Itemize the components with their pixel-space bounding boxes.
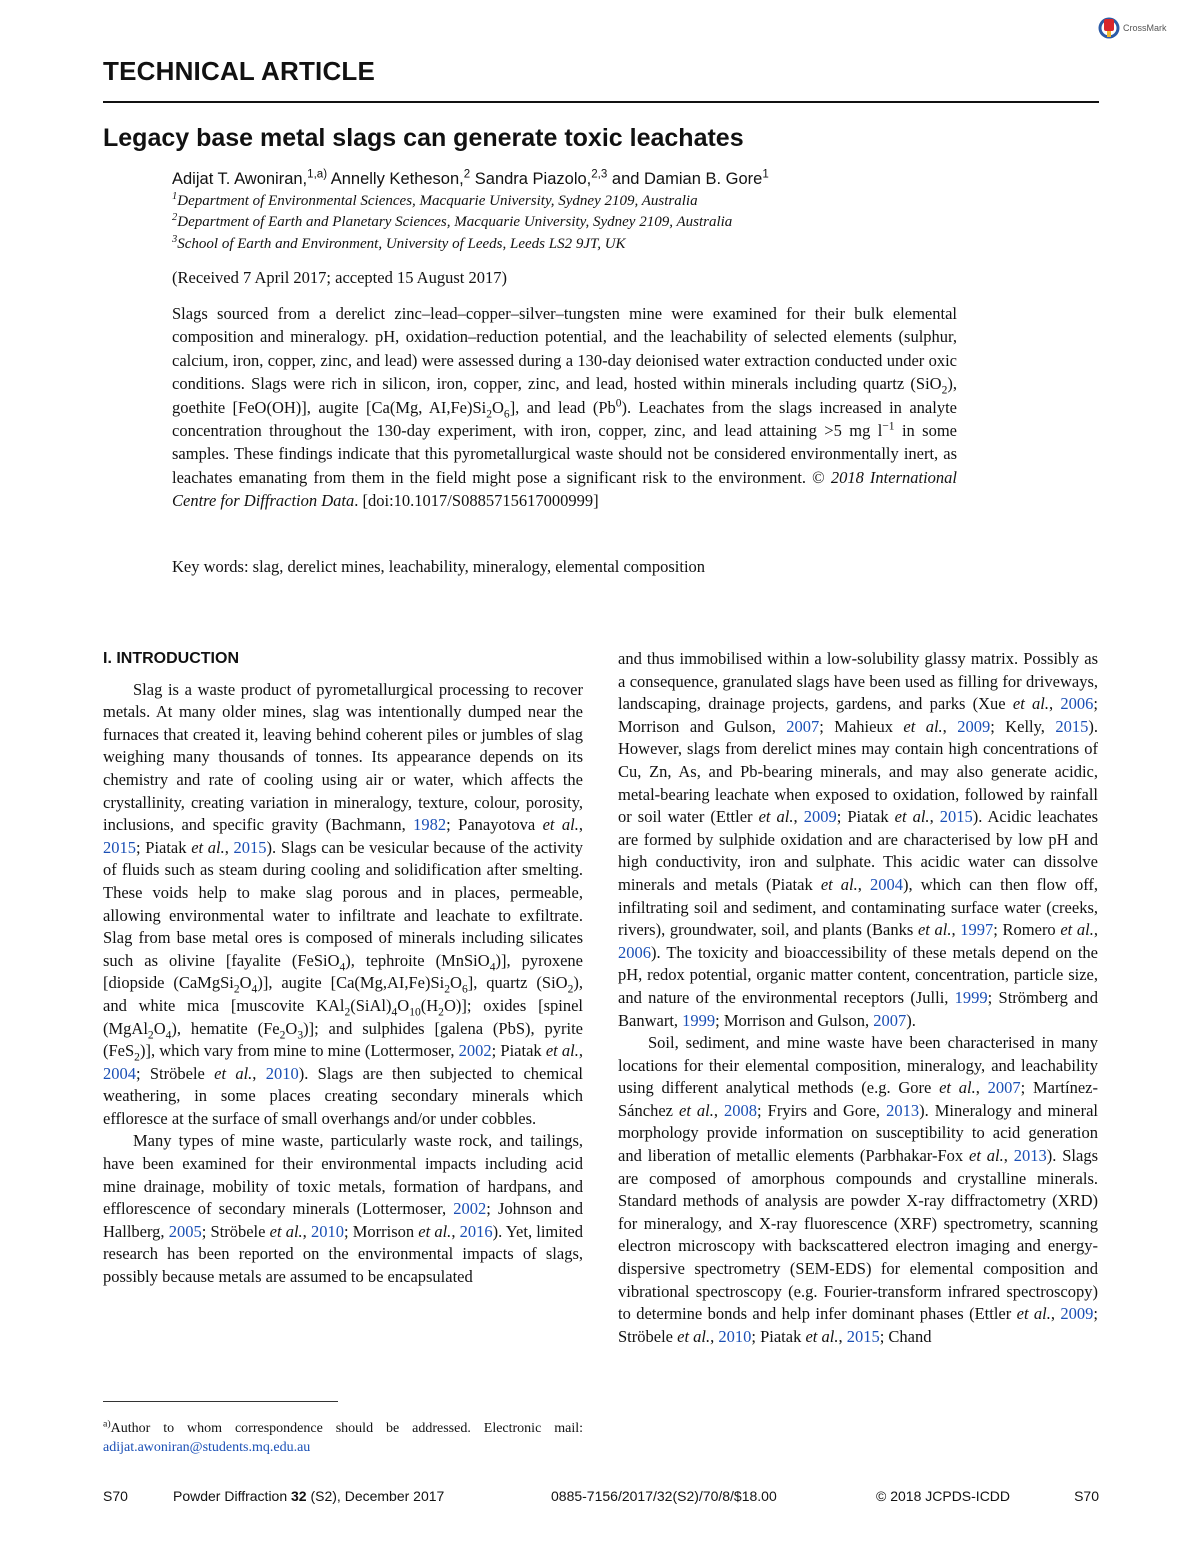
column-right — [618, 648, 1098, 1348]
affiliation-num: 1 — [172, 191, 178, 202]
affiliation-text: School of Earth and Environment, University of Leeds, Leeds LS2 9JT, UK — [177, 236, 626, 252]
abstract: Slags sourced from a derelict zinc–lead–copper–silver–tungsten mine were examined for their bulk elemental composition and mineralogy. pH, oxidation–reduction potential, and the leachability of selected elements (sulphur, calcium, iron, copper, zinc, and lead) were assessed during a 130-day deionised water extraction conducted under oxic conditions. Slags were rich in silicon, iron, copper, zinc, and lead, hosted within minerals including quartz (SiO$_2$), goethite [FeO(OH)], augite [Ca(Mg, $AI,Fe)Si_2O_6$], and lead (Pb$^0$). Leachates from the slags increased in analyte concentration throughout the 130-day experiment, with iron, copper, zinc, and lead attaining >5 mg $l^{-1}$ in some samples. These findings indicate that this pyrometallurgical waste should not be considered environmentally inert, as leachates emanating from them in the field might pose a significant risk to the environment. © 2018 International Centre for Diffraction Data. [doi:10.1017/S0885715617000999] — [172, 304, 958, 511]
author-sup: 1 — [762, 168, 769, 181]
footnote-divider — [103, 1401, 338, 1402]
page-number-right: S70 — [1074, 1488, 1099, 1504]
article-title: Legacy base metal slags can generate toxic leachates — [103, 124, 744, 152]
citation-link[interactable]: 1997 — [960, 920, 994, 940]
citation-link[interactable]: 2009 — [1060, 1304, 1094, 1324]
section-heading: I. INTRODUCTION — [103, 650, 239, 667]
affiliation-text: Department of Earth and Planetary Sciences, Macquarie University, Sydney 2109, Australia — [177, 214, 733, 230]
journal-name: Powder Diffraction — [173, 1488, 292, 1504]
citation-link[interactable]: 2013 — [886, 1100, 920, 1120]
citation-link[interactable]: 2006 — [1060, 694, 1094, 714]
affiliation-3 — [172, 236, 626, 253]
author-email-link[interactable]: adijat.awoniran@students.mq.edu.au — [103, 1440, 311, 1455]
affiliation-num: 3 — [172, 234, 178, 245]
affiliation-text: Department of Environmental Sciences, Macquarie University, Sydney 2109, Australia — [177, 193, 698, 209]
footnote-marker: a) — [103, 1418, 111, 1430]
citation-link[interactable]: 2015 — [846, 1326, 880, 1346]
page-number-left: S70 — [103, 1488, 128, 1504]
citation-link[interactable]: 2002 — [453, 1199, 487, 1219]
section-label: TECHNICAL ARTICLE — [103, 56, 376, 86]
citation-link[interactable]: 2008 — [724, 1100, 758, 1120]
affiliation-num: 2 — [172, 212, 178, 223]
keywords: Key words: slag, derelict mines, leachability, mineralogy, elemental composition — [172, 557, 706, 576]
citation-link[interactable]: 2002 — [458, 1041, 492, 1061]
paragraph: Slag is a waste product of pyrometallurgical processing to recover metals. At many older mines, slag was intentionally dumped near the furnaces that created it, leaving behind coherent piles or jumbles of slag weighing many thousands of tonnes. Its appearance depends on its chemistry and rate of cooling using air or water, which affects the crystallinity, creating variation in mineralogy, texture, colour, porosity, inclusions, and specific gravity (Bachmann, 1982; Panayotova et al., 2015; Piatak et al., 2015). Slags can be vesicular because of the activity of fluids such as steam during cooling and solidification after smelting. These voids help to make slag porous and in places, permeable, allowing environmental water to infiltrate and leachate to exfiltrate. Slag from base metal ores is composed of minerals including silicates such as olivine [fayalite (FeSiO$_4$), tephroite (MnSiO$_4$)], pyroxene [diopside $(CaMgSi_2O_4)$], augite $[Ca(Mg,AI,Fe)Si_2O_6]$, quartz (SiO$_2$), and white mica [muscovite $KAl_2(SiAl)_4O_{10}(H_2O)$]; oxides [spinel $(MgAl_2O_4)$, hematite $(Fe_2O_3)$]; and sulphides [galena (PbS), pyrite (FeS$_2$)], which vary from mine to mine (Lottermoser, 2002; Piatak et al., 2004; Ströbele et al., 2010). Slags are then subjected to chemical weathering, in some places creating secondary minerals which effloresce at the surface of small overhangs and/or under cobbles. — [103, 679, 584, 1128]
header-divider — [103, 101, 1099, 103]
citation-link[interactable]: 2009 — [957, 716, 991, 736]
citation-link[interactable]: 2005 — [168, 1221, 202, 1241]
citation-link[interactable]: 2009 — [803, 807, 837, 827]
footnote-text: Author to whom correspondence should be addressed. Electronic mail: — [110, 1421, 583, 1436]
paragraph: Many types of mine waste, particularly waste rock, and tailings, have been examined for their environmental impacts including acid mine drainage, mobility of toxic metals, formation of hardpans, and efflorescence of secondary minerals (Lottermoser, 2002; Johnson and Hallberg, 2005; Ströbele et al., 2010; Morrison et al., 2016). Yet, limited research has been reported on the environmental impacts of slags, possibly because metals are assumed to be encapsulated — [103, 1131, 583, 1287]
citation-link[interactable]: 2015 — [1055, 716, 1089, 736]
affiliation-2 — [172, 214, 732, 231]
column-left — [103, 648, 583, 1289]
journal-issue: (S2), December 2017 — [306, 1488, 445, 1504]
crossmark-badge[interactable] — [1098, 15, 1167, 41]
journal-citation — [173, 1488, 444, 1504]
citation-link[interactable]: 2004 — [103, 1063, 136, 1083]
paragraph: and thus immobilised within a low-solubility glassy matrix. Possibly as a consequence, granulated slags have been used as filling for driveways, landscaping, drainage projects, gardens, and parks (Xue et al., 2006; Morrison and Gulson, 2007; Mahieux et al., 2009; Kelly, 2015). However, slags from derelict mines may contain high concentrations of Cu, Zn, As, and Pb-bearing minerals, and may also generate acidic, metal-bearing leachate when exposed to oxidation, followed by rainfall or soil water (Ettler et al., 2009; Piatak et al., 2015). Acidic leachates are formed by sulphide oxidation and are characterised by low pH and high conductivity, iron and sulphate. This acidic water can dissolve minerals and metals (Piatak et al., 2004), which can then flow off, infiltrating soil and sediment, and contaminating surface water (creeks, rivers), groundwater, soil, and plants (Banks et al., 1997; Romero et al., 2006). The toxicity and bioaccessibility of these metals depend on the pH, redox potential, organic matter content, concentration, particle size, and nature of the environmental receptors (Julli, 1999; Strömberg and Banwart, 1999; Morrison and Gulson, 2007). — [618, 649, 1099, 1030]
citation-link[interactable]: 2007 — [873, 1010, 907, 1030]
received-dates: (Received 7 April 2017; accepted 15 August 2017) — [172, 268, 507, 287]
citation-link[interactable]: 1999 — [682, 1010, 716, 1030]
paragraph: Soil, sediment, and mine waste have been characterised in many locations for their elemental composition, mineralogy, and leachability using different analytical methods (e.g. Gore et al., 2007; Martínez-Sánchez et al., 2008; Fryirs and Gore, 2013). Mineralogy and mineral morphology provide information on susceptibility to acid generation and liberation of metallic elements (Parbhakar-Fox et al., 2013). Slags are composed of amorphous compounds and crystalline minerals. Standard methods of analysis are powder X-ray diffractometry (XRD) for mineralogy, and X-ray fluorescence (XRF) spectrometry, scanning electron microscopy with backscattered electron imaging and energy-dispersive spectrometry (SEM-EDS) for elemental composition and vibrational spectroscopy (e.g. Fourier-transform infrared spectroscopy) to determine bonds and help infer dominant phases (Ettler et al., 2009; Ströbele et al., 2010; Piatak et al., 2015; Chand — [618, 1033, 1099, 1346]
affiliation-1 — [172, 193, 698, 210]
citation-link[interactable]: 2010 — [265, 1063, 299, 1083]
journal-volume: 32 — [291, 1488, 307, 1504]
citation-link[interactable]: 2004 — [870, 874, 903, 894]
citation-link[interactable]: 2010 — [310, 1221, 344, 1241]
author-name: Sandra Piazolo, — [470, 170, 592, 188]
footnote — [103, 1419, 583, 1457]
crossmark-label: CrossMark — [1123, 23, 1167, 33]
citation-link[interactable]: 2007 — [987, 1078, 1021, 1098]
author-sup: 1,a) — [307, 168, 328, 181]
author-name: Adijat T. Awoniran, — [172, 170, 308, 188]
citation-link[interactable]: 2015 — [233, 837, 267, 857]
citation-link[interactable]: 2007 — [786, 716, 820, 736]
citation-link[interactable]: 2015 — [103, 837, 136, 857]
page-footer — [103, 1488, 1099, 1510]
citation-link[interactable]: 2016 — [459, 1221, 493, 1241]
copyright-notice: © 2018 JCPDS-ICDD — [876, 1488, 1011, 1504]
author-sup: 2,3 — [591, 168, 608, 181]
author-sup: 2 — [463, 168, 471, 181]
author-name: and Damian B. Gore — [607, 170, 763, 188]
citation-link[interactable]: 2013 — [1013, 1146, 1047, 1166]
citation-link[interactable]: 1999 — [954, 987, 988, 1007]
crossmark-icon — [1098, 15, 1120, 41]
author-list — [172, 170, 769, 189]
citation-link[interactable]: 2006 — [618, 942, 651, 962]
citation-link[interactable]: 2015 — [939, 807, 973, 827]
author-name: Annelly Ketheson, — [327, 170, 464, 188]
issn-code: 0885-7156/2017/32(S2)/70/8/$18.00 — [551, 1488, 777, 1504]
citation-link[interactable]: 2010 — [718, 1326, 752, 1346]
citation-link[interactable]: 1982 — [413, 815, 447, 835]
